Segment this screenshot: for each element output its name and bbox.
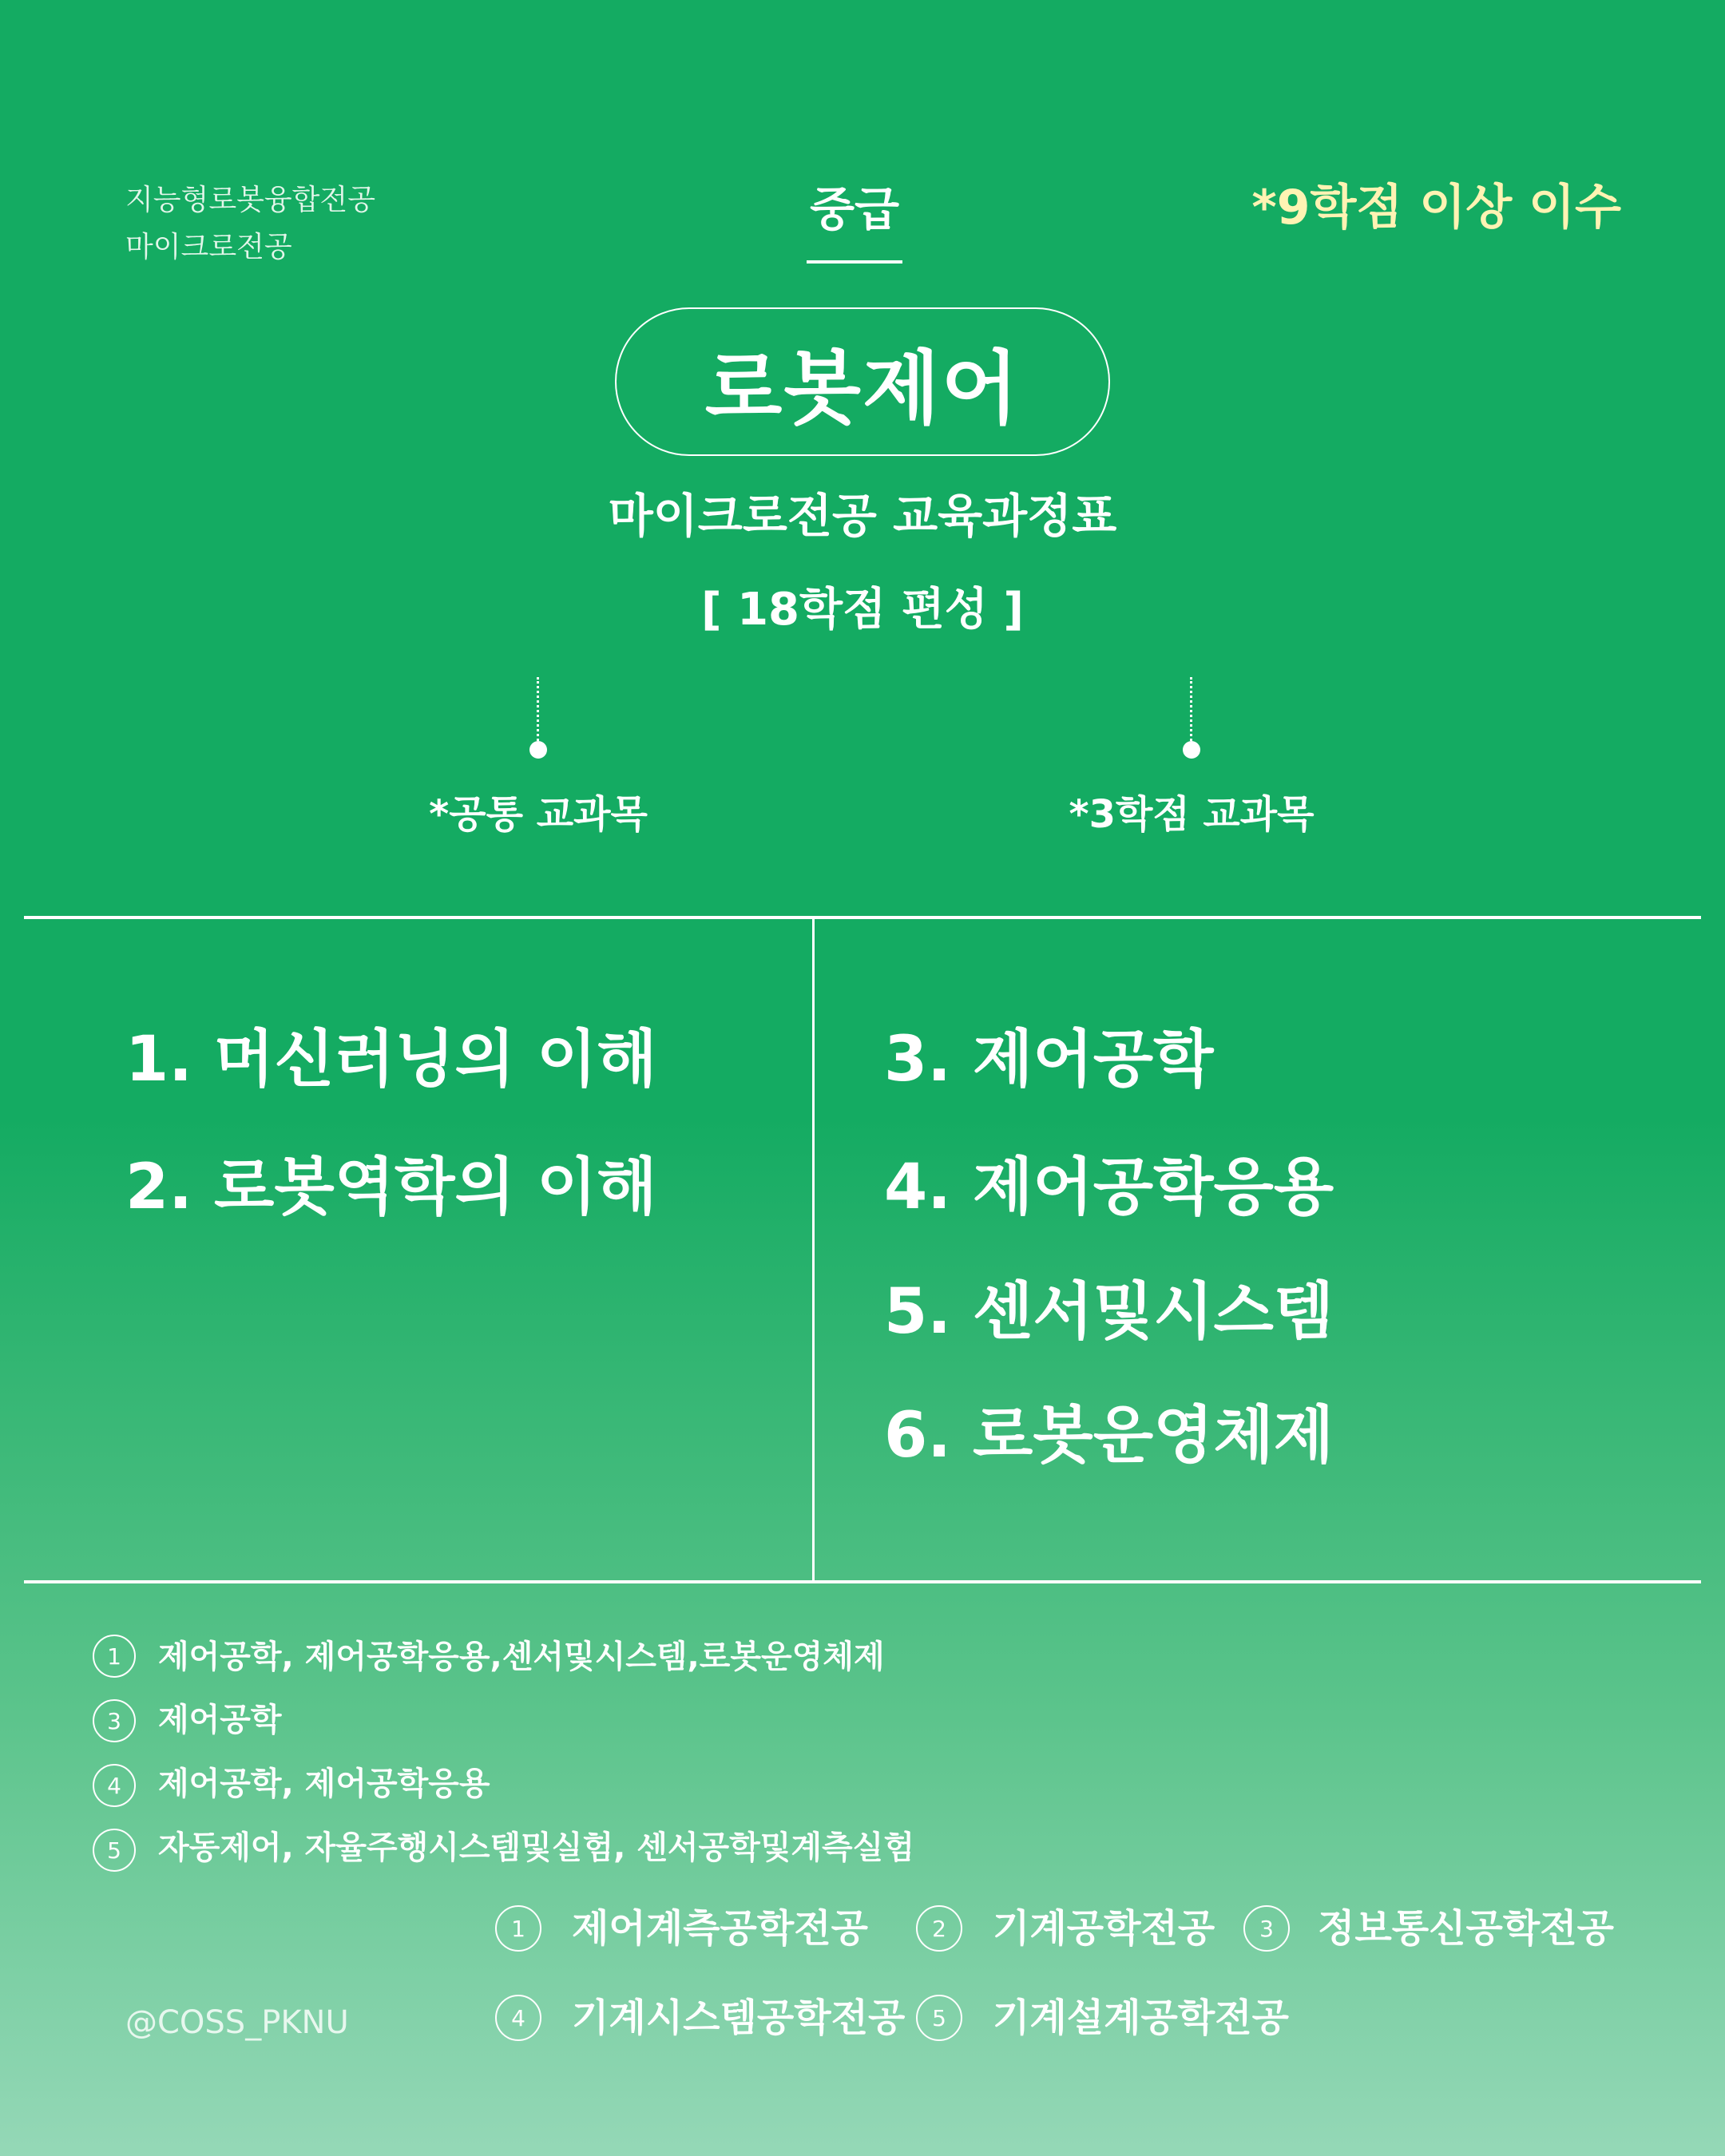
table-top-divider xyxy=(24,916,1701,919)
course-item: 4. 제어공학응용 xyxy=(884,1151,1334,1223)
note-text: 제어공학, 제어공학응용,센서및시스템,로봇운영체제 xyxy=(158,1639,885,1675)
note-number-badge: 3 xyxy=(93,1699,136,1742)
course-title: 로봇제어 xyxy=(704,342,1021,435)
connector-line-left xyxy=(537,677,539,741)
note-number-badge: 4 xyxy=(93,1764,136,1807)
table-column-divider xyxy=(812,919,815,1580)
connector-line-right xyxy=(1190,677,1192,741)
course-item: 6. 로봇운영체제 xyxy=(884,1400,1334,1472)
course-item: 1. 머신러닝의 이해 xyxy=(125,1024,657,1096)
connector-dot-left xyxy=(529,741,547,759)
connector-dot-right xyxy=(1183,741,1200,759)
course-item: 3. 제어공학 xyxy=(884,1024,1214,1096)
major-name: 정보통신공학전공 xyxy=(1318,1906,1614,1951)
level-underline xyxy=(807,260,902,264)
course-item: 2. 로봇역학의 이해 xyxy=(125,1151,657,1223)
major-name: 기계공학전공 xyxy=(993,1906,1215,1951)
social-handle: @COSS_PKNU xyxy=(125,2004,349,2041)
level-label: 중급 xyxy=(809,182,900,236)
department-name: 지능형로봇융합전공 xyxy=(125,184,375,216)
major-name: 기계설계공학전공 xyxy=(993,1995,1289,2040)
table-bottom-divider xyxy=(24,1580,1701,1583)
major-number-badge: 4 xyxy=(495,1995,541,2041)
course-title-pill xyxy=(615,307,1110,456)
note-text: 제어공학, 제어공학응용 xyxy=(158,1766,490,1802)
major-name: 기계시스템공학전공 xyxy=(572,1995,906,2040)
major-number-badge: 5 xyxy=(916,1995,962,2041)
curriculum-subtitle: 마이크로전공 교육과정표 xyxy=(608,489,1117,543)
note-number-badge: 1 xyxy=(93,1635,136,1678)
common-courses-label: *공통 교과목 xyxy=(429,792,648,837)
three-credit-courses-label: *3학점 교과목 xyxy=(1069,792,1315,837)
note-number-badge: 5 xyxy=(93,1829,136,1872)
major-name: 제어계측공학전공 xyxy=(572,1906,868,1951)
total-credits: [ 18학점 편성 ] xyxy=(701,584,1024,636)
major-number-badge: 2 xyxy=(916,1905,962,1952)
course-item: 5. 센서및시스템 xyxy=(884,1276,1334,1348)
microdegree-label: 마이크로전공 xyxy=(125,231,292,264)
credit-requirement: *9학점 이상 이수 xyxy=(1251,180,1621,236)
major-number-badge: 3 xyxy=(1243,1905,1290,1952)
major-number-badge: 1 xyxy=(495,1905,541,1952)
note-text: 자동제어, 자율주행시스템및실험, 센서공학및계측실험 xyxy=(158,1829,914,1866)
note-text: 제어공학 xyxy=(158,1702,282,1738)
